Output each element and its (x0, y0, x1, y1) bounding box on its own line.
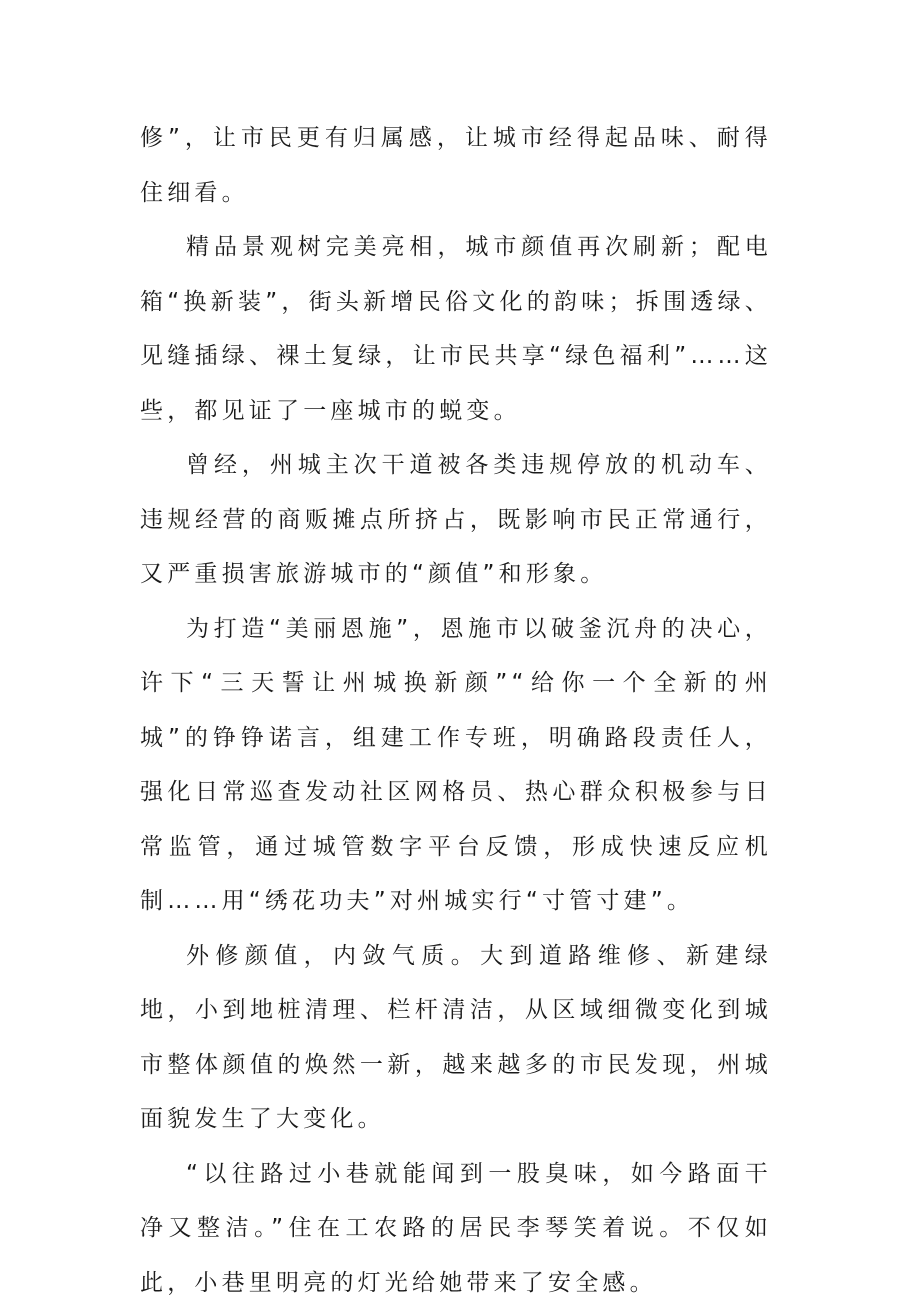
paragraph-quote: “以往路过小巷就能闻到一股臭味，如今路面干净又整洁。”住在工农路的居民李琴笑着说。不仅如此，小巷里明亮的灯光给她带来了安全感。 (140, 1147, 772, 1310)
paragraph-past: 曾经，州城主次干道被各类违规停放的机动车、违规经营的商贩摊点所挤占，既影响市民正常通行，又严重损害旅游城市的“颜值”和形象。 (140, 438, 772, 602)
document-body (140, 111, 772, 1310)
paragraph-actions: 为打造“美丽恩施”，恩施市以破釜沉舟的决心，许下“三天誓让州城换新颜”“给你一个全新的州城”的铮铮诺言，组建工作专班，明确路段责任人，强化日常巡查发动社区网格员、热心群众积极参与日常监管，通过城管数字平台反馈，形成快速反应机制……用“绣花功夫”对州城实行“寸管寸建”。 (140, 602, 772, 929)
paragraph-scenery: 精品景观树完美亮相，城市颜值再次刷新；配电箱“换新装”，街头新增民俗文化的韵味；拆围透绿、见缝插绿、裸土复绿，让市民共享“绿色福利”……这些，都见证了一座城市的蜕变。 (140, 220, 772, 438)
paragraph-continued: 修”，让市民更有归属感，让城市经得起品味、耐得住细看。 (140, 111, 772, 220)
paragraph-changes: 外修颜值，内敛气质。大到道路维修、新建绿地，小到地桩清理、栏杆清洁，从区域细微变化到城市整体颜值的焕然一新，越来越多的市民发现，州城面貌发生了大变化。 (140, 929, 772, 1147)
